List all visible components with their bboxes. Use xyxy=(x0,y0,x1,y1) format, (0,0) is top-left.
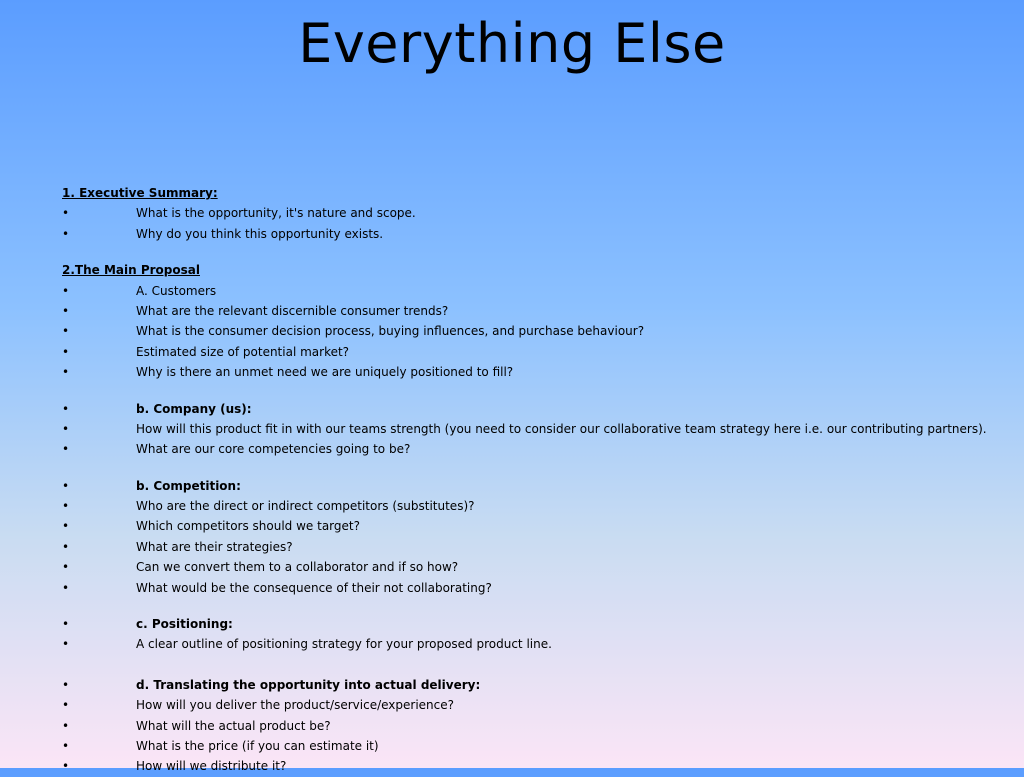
list-item-text: A clear outline of positioning strategy for your proposed product line. xyxy=(136,637,552,652)
list-item xyxy=(62,399,1002,419)
bullet-icon: • xyxy=(62,206,70,221)
bullet-icon: • xyxy=(62,539,70,554)
bullet-icon: • xyxy=(62,226,70,241)
list-item xyxy=(62,634,1002,654)
list-item xyxy=(62,537,1002,557)
bullet-icon: • xyxy=(62,401,70,416)
list-item-text: Why do you think this opportunity exists. xyxy=(136,226,384,241)
list-item-text: What is the consumer decision process, buying influences, and purchase behaviour? xyxy=(136,324,645,339)
list-item-text: How will you deliver the product/service/experience? xyxy=(136,698,454,713)
bullet-icon: • xyxy=(62,519,70,534)
list-item xyxy=(62,578,1002,598)
list-item-text: A. Customers xyxy=(136,283,217,298)
bullet-icon: • xyxy=(62,677,70,692)
list-item xyxy=(62,342,1002,362)
section-heading-executive-summary: 1. Executive Summary: xyxy=(62,186,218,200)
list-item-text: What would be the consequence of their not collaborating? xyxy=(136,580,492,595)
bullet-icon: • xyxy=(62,499,70,514)
list-item xyxy=(62,736,1002,756)
subsection-heading-competition: b. Competition: xyxy=(136,478,241,493)
list-item xyxy=(62,203,1002,223)
list-item-text: Which competitors should we target? xyxy=(136,519,360,534)
list-item xyxy=(62,301,1002,321)
list-item-text: What will the actual product be? xyxy=(136,718,331,733)
list-item xyxy=(62,362,1002,382)
list-item xyxy=(62,496,1002,516)
subsection-heading-company: b. Company (us): xyxy=(136,401,252,416)
list-item xyxy=(62,439,1002,459)
list-item-text: How will we distribute it? xyxy=(136,759,287,774)
list-item xyxy=(62,516,1002,536)
list-item xyxy=(62,476,1002,496)
list-item-text: Estimated size of potential market? xyxy=(136,344,350,359)
list-item xyxy=(62,716,1002,736)
list-item xyxy=(62,419,1002,439)
list-item-text: What is the price (if you can estimate it) xyxy=(136,738,379,753)
bullet-icon: • xyxy=(62,324,70,339)
bullet-icon: • xyxy=(62,738,70,753)
slide-title: Everything Else xyxy=(298,12,726,75)
bullet-icon: • xyxy=(62,617,70,632)
list-item xyxy=(62,614,1002,634)
bullet-icon: • xyxy=(62,365,70,380)
list-item-text: Can we convert them to a collaborator and if so how? xyxy=(136,560,459,575)
list-item xyxy=(62,281,1002,301)
list-item xyxy=(62,695,1002,715)
bullet-icon: • xyxy=(62,283,70,298)
list-item xyxy=(62,675,1002,695)
bullet-icon: • xyxy=(62,698,70,713)
subsection-heading-positioning: c. Positioning: xyxy=(136,617,233,632)
list-item-text: How will this product fit in with our teams strength (you need to consider our collaborative team strategy here i.e. our contributing partners). xyxy=(136,421,987,436)
list-item-text: What is the opportunity, it's nature and scope. xyxy=(136,206,416,221)
bullet-icon: • xyxy=(62,303,70,318)
bullet-icon: • xyxy=(62,580,70,595)
subsection-heading-delivery: d. Translating the opportunity into actual delivery: xyxy=(136,677,481,692)
bullet-icon: • xyxy=(62,442,70,457)
list-item-text: Why is there an unmet need we are uniquely positioned to fill? xyxy=(136,365,514,380)
bullet-icon: • xyxy=(62,718,70,733)
list-item-text: What are their strategies? xyxy=(136,539,293,554)
slide-body xyxy=(62,183,1002,777)
bullet-icon: • xyxy=(62,344,70,359)
list-item-text: What are the relevant discernible consumer trends? xyxy=(136,303,449,318)
bullet-icon: • xyxy=(62,478,70,493)
list-item xyxy=(62,224,1002,244)
bullet-icon: • xyxy=(62,759,70,774)
list-item-text: What are our core competencies going to be? xyxy=(136,442,411,457)
bullet-icon: • xyxy=(62,421,70,436)
list-item-text: Who are the direct or indirect competitors (substitutes)? xyxy=(136,499,475,514)
bullet-icon: • xyxy=(62,637,70,652)
list-item xyxy=(62,756,1002,776)
list-item xyxy=(62,321,1002,341)
section-heading-main-proposal: 2.The Main Proposal xyxy=(62,263,200,278)
list-item xyxy=(62,557,1002,577)
bullet-icon: • xyxy=(62,560,70,575)
